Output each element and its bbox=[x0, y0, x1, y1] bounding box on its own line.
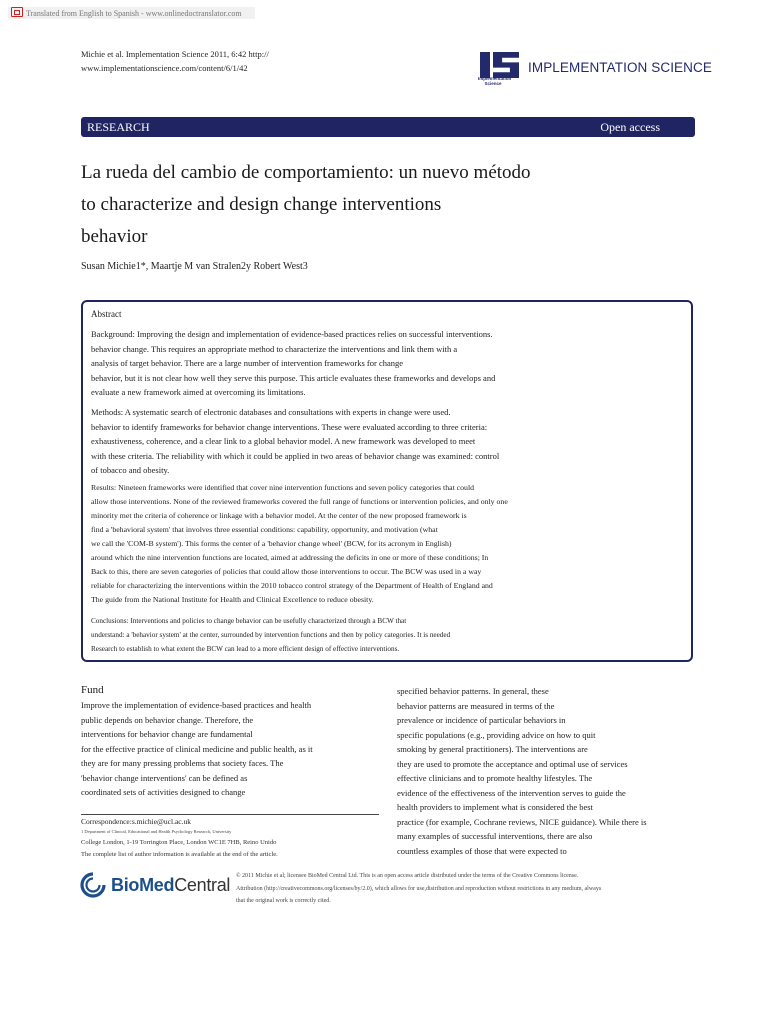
body-line: health providers to implement what is considered the best bbox=[397, 802, 593, 812]
license-text bbox=[236, 870, 646, 908]
translator-banner[interactable] bbox=[8, 7, 255, 19]
title-line: La rueda del cambio de comportamiento: un nuevo método bbox=[81, 162, 531, 183]
license-line: © 2011 Michie et al; licensee BioMed Central Ltd. This is an open access article distributed under the terms of the Creative Commons license. bbox=[236, 873, 579, 879]
body-column-1 bbox=[81, 698, 313, 800]
body-line: smoking by general practitioners). The interventions are bbox=[397, 744, 588, 754]
license-line: Attribution (http://creativecommons.org/licenses/by/2.0), which allows for use,distribution and reproduction without restrictions in any medium, always bbox=[236, 885, 602, 892]
abstract-line: behavior, but it is not clear how well they serve this purpose. This article evaluates these frameworks and develops and bbox=[91, 372, 496, 383]
body-line: many examples of successful interventions, there are also bbox=[397, 831, 593, 841]
body-column-2 bbox=[397, 684, 647, 858]
abstract-background bbox=[91, 327, 611, 400]
section-heading: Fund bbox=[81, 684, 104, 696]
publisher-logo bbox=[80, 871, 230, 903]
abstract-line: of tobacco and obesity. bbox=[91, 465, 170, 475]
publisher-name-part-1: BioMed bbox=[111, 875, 175, 895]
journal-name: IMPLEMENTATION SCIENCE bbox=[528, 60, 712, 75]
author-info-note: The complete list of author information is available at the end of the article. bbox=[81, 851, 278, 858]
article-title bbox=[81, 157, 641, 253]
abstract-line: we call the 'COM-B system'). This forms the center of a 'behavior change wheel' (BCW, for its acronym in English) bbox=[91, 539, 452, 548]
abstract-line: reliable for characterizing the interventions within the 2010 tobacco control strategy of the Department of Health of England and bbox=[91, 581, 493, 590]
abstract-line: minority met the criteria of coherence or linkage with a behavior model. At the center of the new proposed framework is bbox=[91, 511, 467, 520]
abstract-line: Methods: A systematic search of electronic databases and consultations with experts in change were used. bbox=[91, 407, 451, 417]
abstract-conclusions bbox=[91, 614, 611, 656]
abstract-line: Conclusions: Interventions and policies to change behavior can be usefully characterized through a BCW that bbox=[91, 617, 407, 625]
citation-line-1: Michie et al. Implementation Science 2011, 6:42 http:// bbox=[81, 49, 269, 59]
abstract-heading: Abstract bbox=[91, 309, 122, 319]
abstract-line: Results: Nineteen frameworks were identified that cover nine intervention functions and seven policy categories that could bbox=[91, 483, 475, 492]
body-line: 'behavior change interventions' can be defined as bbox=[81, 772, 248, 783]
biomed-central-circle-icon bbox=[80, 872, 106, 898]
citation-line-2[interactable]: www.implementationscience.com/content/6/1/42 bbox=[81, 63, 248, 73]
authors: Susan Michie1*, Maartje M van Stralen2y Robert West3 bbox=[81, 261, 308, 272]
body-line: public depends on behavior change. Therefore, the bbox=[81, 714, 254, 725]
footnote-divider bbox=[81, 814, 379, 815]
body-line: coordinated sets of activities designed to change bbox=[81, 787, 246, 797]
body-line: specific populations (e.g., providing advice on how to quit bbox=[397, 729, 596, 740]
body-line: evidence of the effectiveness of the intervention serves to guide the bbox=[397, 787, 626, 798]
body-line: behavior patterns are measured in terms of the bbox=[397, 700, 555, 711]
abstract-line: allow those interventions. None of the reviewed frameworks covered the full range of functions or intervention policies, and only one bbox=[91, 497, 508, 506]
document-translate-icon bbox=[11, 7, 23, 17]
section-bar bbox=[81, 117, 695, 137]
open-access-label: Open access bbox=[600, 120, 660, 134]
journal-logo-subname-1: Implementation bbox=[478, 76, 512, 81]
publisher-wordmark bbox=[111, 875, 230, 896]
abstract-line: around which the nine intervention functions are located, aimed at addressing the deficits in one or more of these conditions; In bbox=[91, 553, 489, 562]
journal-logo-subname-2: Science bbox=[484, 81, 502, 86]
abstract-line: evaluate a new framework aimed at overcoming its limitations. bbox=[91, 387, 306, 397]
body-line: they are used to promote the acceptance and optimal use of services bbox=[397, 758, 628, 769]
abstract-line: behavior change. This requires an appropriate method to characterize the interventions and link them with a bbox=[91, 343, 458, 354]
abstract-line: with these criteria. The reliability with which it could be applied in two areas of behavior change was examined: control bbox=[91, 450, 500, 461]
body-line: interventions for behavior change are fundamental bbox=[81, 729, 253, 739]
journal-logo-subname bbox=[478, 76, 512, 86]
affiliation-department: 1 Department of Clinical, Educational and Health Psychology Research, University bbox=[81, 829, 232, 834]
title-line: to characterize and design change interventions bbox=[81, 194, 442, 215]
correspondence-email[interactable]: Correspondence:s.michie@ucl.ac.uk bbox=[81, 817, 191, 826]
abstract-methods bbox=[91, 405, 611, 478]
body-line: specified behavior patterns. In general, these bbox=[397, 686, 549, 696]
publisher-name-part-2: Central bbox=[174, 875, 231, 895]
abstract-box bbox=[81, 300, 693, 662]
body-line: Improve the implementation of evidence-based practices and health bbox=[81, 700, 312, 710]
body-line: for the effective practice of clinical medicine and public health, as it bbox=[81, 743, 313, 754]
abstract-results bbox=[91, 481, 611, 607]
body-line: practice (for example, Cochrane reviews, NICE guidance). While there is bbox=[397, 816, 647, 827]
translator-banner-text: Translated from English to Spanish - www.onlinedoctranslator.com bbox=[26, 9, 242, 18]
citation bbox=[81, 47, 341, 75]
abstract-line: analysis of target behavior. There are a large number of intervention frameworks for change bbox=[91, 358, 404, 368]
abstract-line: Back to this, there are seven categories of policies that could allow those interventions to occur. The BCW was used in a way bbox=[91, 567, 482, 576]
license-line: that the original work is correctly cited. bbox=[236, 898, 331, 904]
body-line: effective clinicians and to promote healthy lifestyles. The bbox=[397, 773, 593, 783]
affiliation-address: College London, 1-19 Torrington Place, London WC1E 7HB, Reino Unido bbox=[81, 839, 277, 846]
journal-logo bbox=[478, 50, 712, 90]
abstract-line: understand: a 'behavior system' at the center, surrounded by intervention functions and then by policy categories. It is needed bbox=[91, 631, 451, 639]
body-line: prevalence or incidence of particular behaviors in bbox=[397, 715, 566, 725]
body-line: countless examples of those that were expected to bbox=[397, 845, 567, 856]
abstract-line: behavior to identify frameworks for behavior change interventions. These were evaluated according to three criteria: bbox=[91, 421, 488, 432]
title-line: behavior bbox=[81, 226, 148, 247]
section-label: RESEARCH bbox=[87, 120, 150, 134]
body-line: they are for many pressing problems that society faces. The bbox=[81, 758, 284, 768]
abstract-line: find a 'behavioral system' that involves three essential conditions: capability, opportunity, and motivation (what bbox=[91, 525, 438, 534]
abstract-line: exhaustiveness, coherence, and a clear link to a global behavior model. A new framework was developed to meet bbox=[91, 436, 476, 446]
abstract-line: Background: Improving the design and implementation of evidence-based practices relies on successful interventions. bbox=[91, 329, 493, 339]
abstract-line: The guide from the National Institute for Health and Clinical Excellence to reduce obesity. bbox=[91, 595, 374, 604]
abstract-line: Research to establish to what extent the BCW can lead to a more efficient design of effective interventions. bbox=[91, 645, 400, 653]
